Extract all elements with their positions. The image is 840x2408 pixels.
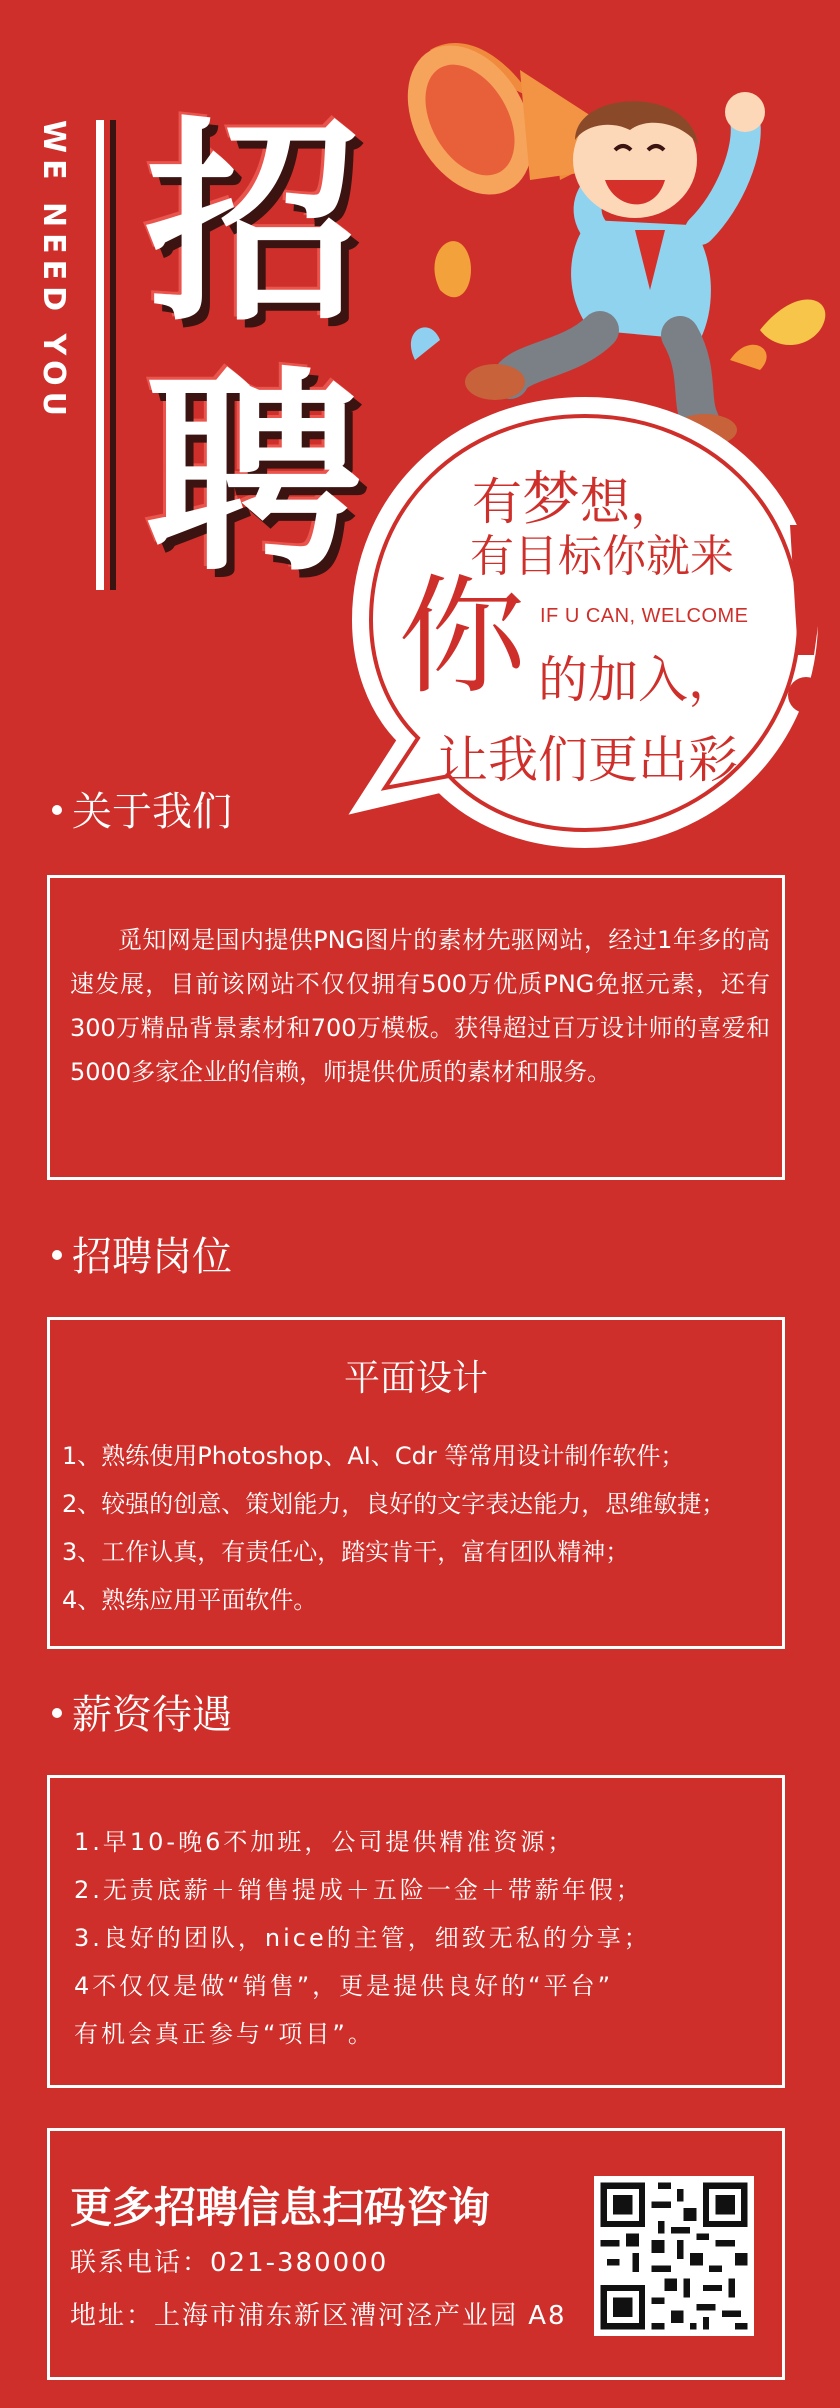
- salary-list: [74, 1818, 651, 2058]
- section-title-positions: [52, 1225, 232, 1282]
- contact-phone: 联系电话：021-380000: [70, 2248, 389, 2278]
- decor-bar-dark: [110, 120, 116, 590]
- section-title-positions-text: 招聘岗位: [72, 1234, 232, 1280]
- bullet-dot: [52, 1250, 62, 1260]
- section-title-about-text: 关于我们: [72, 789, 232, 835]
- section-title-about: [52, 780, 232, 837]
- title-char-zhao: 招: [144, 99, 361, 350]
- exclamation-icon: [770, 525, 840, 725]
- list-item: 2.无责底薪＋销售提成＋五险一金＋带薪年假；: [74, 1876, 643, 1904]
- section-title-salary-text: 薪资待遇: [72, 1692, 232, 1738]
- list-item: 1、熟练使用Photoshop、AI、Cdr 等常用设计制作软件；: [62, 1442, 685, 1470]
- slogan-line-1-post: 想，: [580, 473, 681, 531]
- list-item: 3.良好的团队，nice的主管，细致无私的分享；: [74, 1924, 651, 1952]
- about-text: 觅知网是国内提供PNG图片的素材先驱网站，经过1年多的高速发展，目前该网站不仅仅拥有500万优质PNG免抠元素，还有300万精品背景素材和700万模板。获得超过百万设计师的喜爱和5000多家企业的信赖，师提供优质的素材和服务。: [70, 926, 770, 1086]
- megaphone-boy-illustration: [400, 30, 840, 450]
- title-char-pin: 聘: [144, 349, 361, 600]
- slogan-line-4: 让我们更出彩: [438, 731, 738, 789]
- qr-code-icon[interactable]: [594, 2176, 754, 2336]
- slogan-english: IF U CAN, WELCOME: [540, 605, 749, 627]
- bullet-dot: [52, 1708, 62, 1718]
- job-requirements-list: [62, 1432, 725, 1624]
- slogan-line-1-big: 梦: [522, 465, 581, 533]
- list-item: 4不仅仅是做“销售”，更是提供良好的“平台”: [74, 1972, 614, 2000]
- list-item: 1.早10-晚6不加班，公司提供精准资源；: [74, 1828, 575, 1856]
- slogan-line-1-pre: 有: [472, 473, 522, 531]
- decor-bar-white: [96, 120, 104, 590]
- list-item: 3、工作认真，有责任心，踏实肯干，富有团队精神；: [62, 1538, 630, 1566]
- slogan-line-2: 有目标你就来: [470, 531, 734, 582]
- section-title-salary: [52, 1683, 232, 1740]
- side-slogan: WE NEED YOU: [36, 120, 71, 422]
- list-item: 2、较强的创意、策划能力，良好的文字表达能力，思维敏捷；: [62, 1490, 726, 1518]
- slogan-line-3: 的加入，: [538, 651, 738, 709]
- job-title: 平面设计: [343, 1358, 488, 1399]
- list-item: 4、熟练应用平面软件。: [62, 1586, 318, 1614]
- bullet-dot: [52, 805, 62, 815]
- contact-title: 更多招聘信息扫码咨询: [70, 2183, 491, 2232]
- slogan-big-char: 你: [398, 563, 527, 712]
- list-item: 有机会真正参与“项目”。: [74, 2020, 375, 2048]
- contact-address: 地址：上海市浦东新区漕河泾产业园 A8: [70, 2301, 567, 2331]
